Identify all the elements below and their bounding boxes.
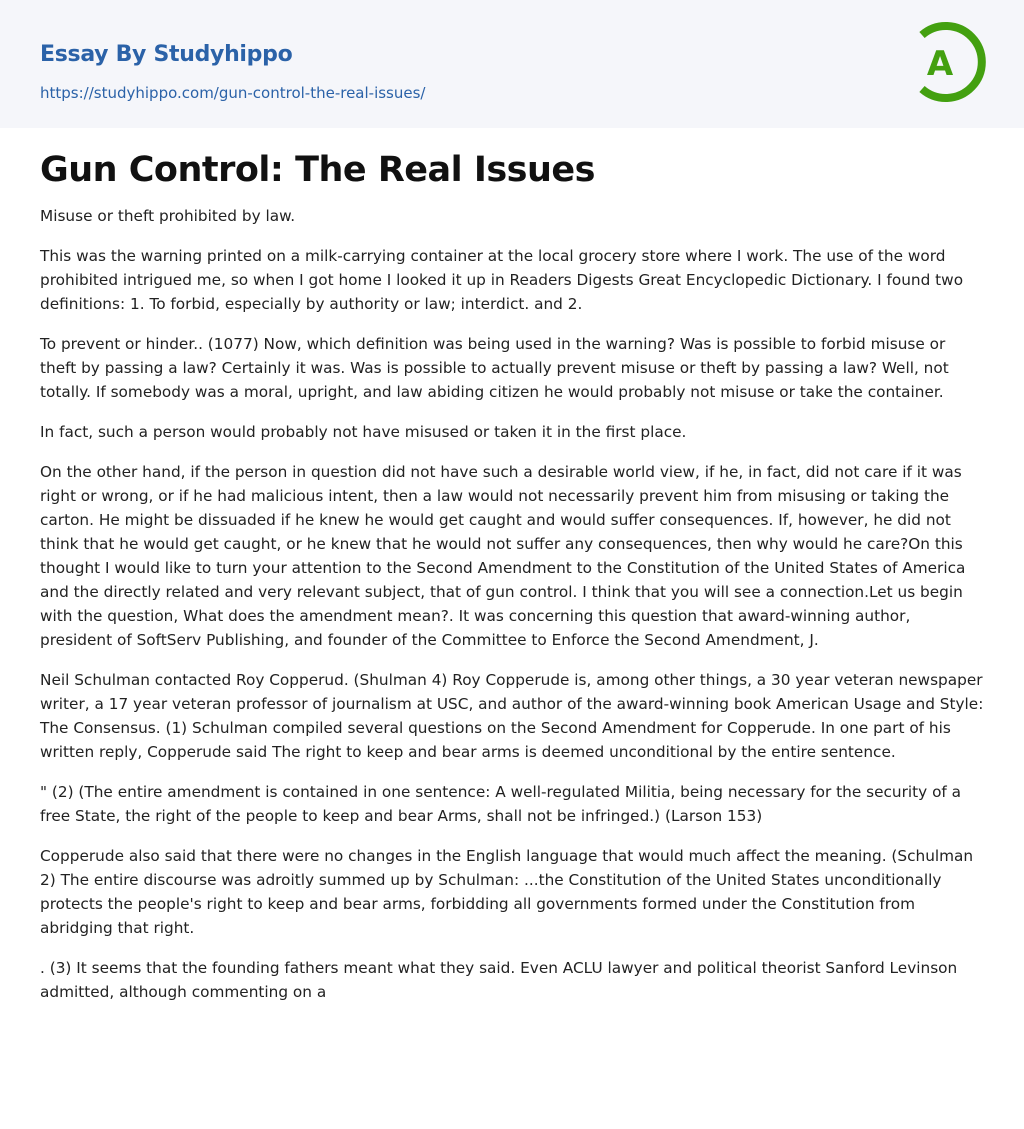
essay-paragraph: " (2) (The entire amendment is contained in one sentence: A well-regulated Militia, being necessary for the security of a free State, the right of the people to keep and bear Arms, shall not be infringed.) (Larson 153) <box>40 783 962 825</box>
essay-paragraph: . (3) It seems that the founding fathers meant what they said. Even ACLU lawyer and political theorist Sanford Levinson admitted, although commenting on a <box>40 959 958 1001</box>
essay-paragraph: On the other hand, if the person in question did not have such a desirable world view, if he, in fact, did not care if it was right or wrong, or if he had malicious intent, then a law would not necessarily prevent him from misusing or taking the carton. He might be dissuaded if he knew he would get caught and would suffer consequences. If, however, he did not think that he would get caught, or he knew that he would not suffer any consequences, then why would he care?On this thought I would like to turn your attention to the Second Amendment to the Constitution of the United States of America and the directly related and very relevant subject, that of gun control. I think that you will see a connection.Let us begin with the question, What does the amendment mean?. It was concerning this question that award-winning author, president of SoftServ Publishing, and founder of the Committee to Enforce the Second Amendment, J. <box>40 463 966 649</box>
essay-paragraph: This was the warning printed on a milk-carrying container at the local grocery store where I work. The use of the word prohibited intrigued me, so when I got home I looked it up in Readers Digests Great Encyclopedic Dictionary. I found two definitions: 1. To forbid, especially by authority or law; interdict. and 2. <box>40 247 964 313</box>
essay-paragraph: Neil Schulman contacted Roy Copperud. (Shulman 4) Roy Copperude is, among other things, a 30 year veteran newspaper writer, a 17 year veteran professor of journalism at USC, and author of the award-winning book American Usage and Style: The Consensus. (1) Schulman compiled several questions on the Second Amendment for Copperude. In one part of his written reply, Copperude said The right to keep and bear arms is deemed unconditional by the entire sentence. <box>40 671 984 761</box>
essay-title: Gun Control: The Real Issues <box>40 150 595 190</box>
essay-paragraph: To prevent or hinder.. (1077) Now, which definition was being used in the warning? Was is possible to forbid misuse or theft by passing a law? Certainly it was. Was is possible to actually prevent misuse or theft by passing a law? Well, not totally. If somebody was a moral, upright, and law abiding citizen he would probably not misuse or take the container. <box>40 335 949 401</box>
site-header <box>0 0 1024 128</box>
essay-paragraph: Copperude also said that there were no changes in the English language that would much affect the meaning. (Schulman 2) The entire discourse was adroitly summed up by Schulman: ...the Constitution of the United States unconditionally protects the people's right to keep and bear arms, forbidding all governments formed under the Constitution from abridging that right. <box>40 847 974 937</box>
svg-text:A: A <box>926 44 954 84</box>
essay-paragraph: Misuse or theft prohibited by law. <box>40 207 296 225</box>
brand-label: Essay By Studyhippo <box>40 42 293 67</box>
essay-content <box>0 128 1024 1004</box>
essay-paragraph: In fact, such a person would probably not have misused or taken it in the first place. <box>40 423 687 441</box>
essay-url-link[interactable]: https://studyhippo.com/gun-control-the-real-issues/ <box>40 84 426 102</box>
studyhippo-logo-icon[interactable] <box>912 19 986 105</box>
